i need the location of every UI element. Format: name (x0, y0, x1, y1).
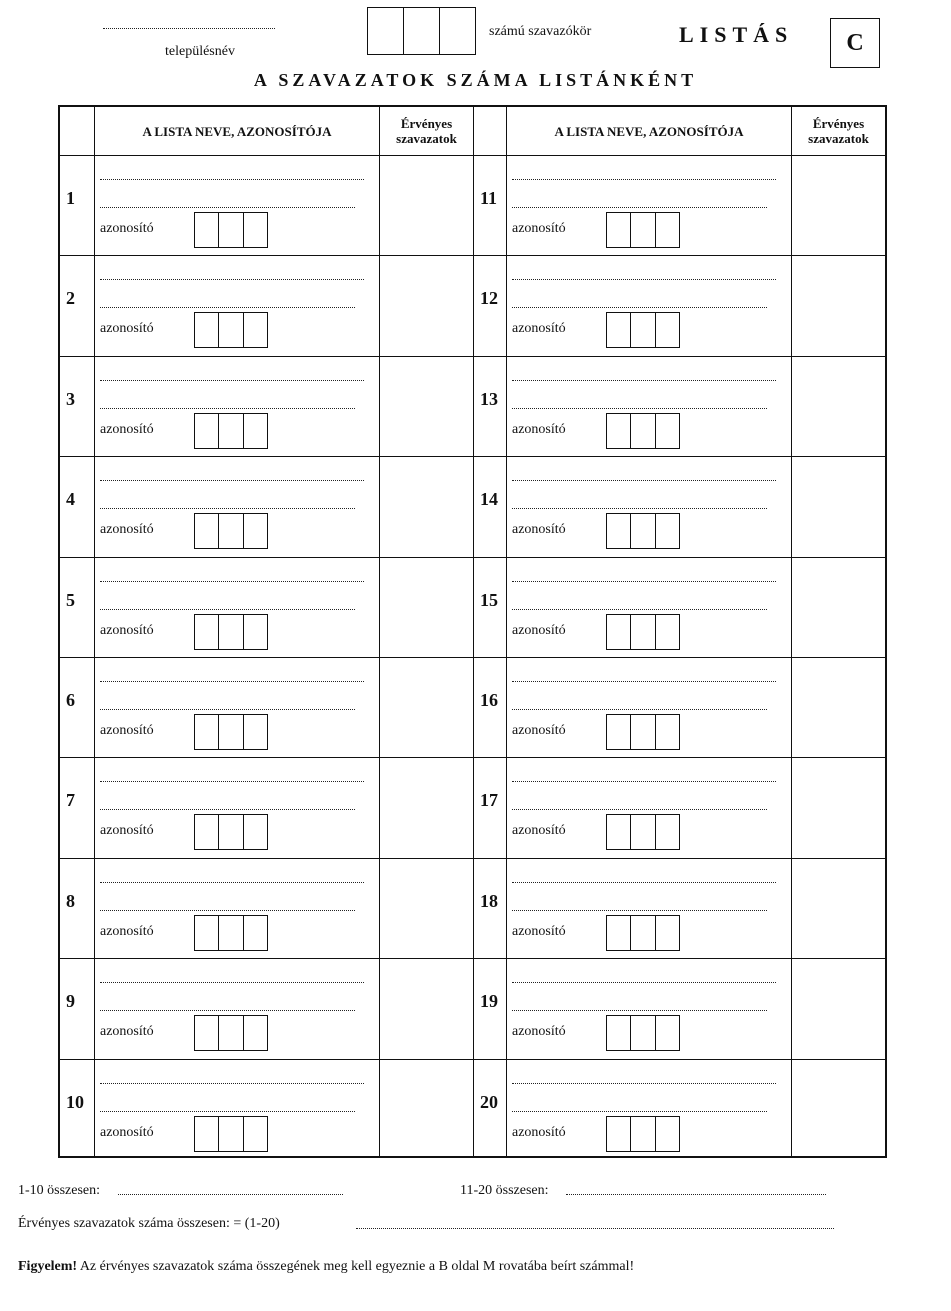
identifier-label-right: azonosító (512, 321, 566, 337)
subtotal-1-10-label: 1-10 összesen: (18, 1183, 101, 1198)
row-divider (60, 1059, 885, 1060)
valid-votes-cell-right[interactable] (792, 659, 884, 755)
identifier-digit-box[interactable] (607, 715, 631, 749)
subtotal-1-10-field[interactable] (118, 1194, 343, 1195)
list-name-line-left[interactable] (100, 781, 364, 782)
identifier-digit-box[interactable] (631, 1117, 655, 1151)
identifier-label-right: azonosító (512, 522, 566, 538)
row-number-left: 3 (66, 388, 75, 409)
identifier-boxes-right[interactable] (606, 1116, 680, 1152)
identifier-boxes-right[interactable] (606, 614, 680, 650)
identifier-digit-box[interactable] (656, 514, 679, 548)
row-number-right: 16 (480, 690, 498, 710)
list-name-line-2-left[interactable] (100, 408, 355, 409)
identifier-digit-box[interactable] (219, 514, 243, 548)
valid-votes-cell-left[interactable] (380, 659, 472, 755)
identifier-digit-box[interactable] (607, 916, 631, 950)
identifier-digit-box[interactable] (244, 514, 267, 548)
row-number-right: 15 (480, 589, 498, 610)
identifier-digit-box[interactable] (607, 514, 631, 548)
identifier-digit-box[interactable] (656, 916, 679, 950)
identifier-digit-box[interactable] (607, 213, 631, 247)
row-divider (60, 456, 885, 457)
list-name-line-2-left[interactable] (100, 609, 355, 610)
identifier-digit-box[interactable] (195, 916, 219, 950)
valid-votes-cell-left[interactable] (380, 458, 472, 554)
list-name-line-2-right[interactable] (512, 1111, 767, 1112)
identifier-boxes-left[interactable] (194, 915, 268, 951)
valid-votes-cell-right[interactable] (792, 157, 884, 253)
identifier-digit-box[interactable] (656, 715, 679, 749)
list-name-line-right[interactable] (512, 982, 776, 983)
identifier-digit-box[interactable] (219, 1117, 243, 1151)
identifier-digit-box[interactable] (219, 715, 243, 749)
list-name-line-2-right[interactable] (512, 609, 767, 610)
identifier-digit-box[interactable] (656, 615, 679, 649)
identifier-boxes-left[interactable] (194, 814, 268, 850)
identifier-digit-box[interactable] (244, 414, 267, 448)
identifier-label-left: azonosító (100, 723, 154, 738)
identifier-digit-box[interactable] (195, 1117, 219, 1151)
identifier-digit-box[interactable] (244, 815, 267, 849)
identifier-digit-box[interactable] (219, 414, 243, 448)
valid-votes-cell-right[interactable] (792, 458, 884, 554)
identifier-digit-box[interactable] (656, 414, 679, 448)
polling-district-number-boxes[interactable] (367, 7, 476, 55)
identifier-digit-box[interactable] (244, 916, 267, 950)
votes-per-list-table (58, 105, 887, 1158)
identifier-digit-box[interactable] (631, 615, 655, 649)
settlement-name-label: településnév (165, 44, 235, 59)
identifier-digit-box[interactable] (195, 1016, 219, 1050)
list-name-line-2-left[interactable] (100, 1111, 355, 1112)
identifier-label-left: azonosító (100, 421, 154, 437)
list-name-line-right[interactable] (512, 1083, 776, 1084)
identifier-label-right: azonosító (512, 622, 566, 638)
subtotal-11-20-field[interactable] (566, 1194, 826, 1195)
identifier-digit-box[interactable] (195, 313, 219, 347)
subtotal-11-20-label: 11-20 összesen: (460, 1183, 549, 1198)
row-number-right: 20 (480, 1091, 498, 1112)
row-number-left: 5 (66, 589, 75, 610)
column-header-valid-line2: szavazatok (396, 131, 457, 146)
column-header-valid-votes-right (792, 107, 885, 155)
district-digit-box[interactable] (368, 8, 404, 54)
list-name-line-left[interactable] (100, 1083, 364, 1084)
district-digit-box[interactable] (440, 8, 475, 54)
identifier-boxes-right[interactable] (606, 814, 680, 850)
row-number-left: 4 (66, 489, 75, 510)
identifier-digit-box[interactable] (244, 313, 267, 347)
identifier-digit-box[interactable] (219, 313, 243, 347)
column-header-valid-line2: szavazatok (808, 131, 869, 146)
identifier-boxes-right[interactable] (606, 413, 680, 449)
valid-votes-cell-right[interactable] (792, 860, 884, 956)
identifier-digit-box[interactable] (607, 313, 631, 347)
column-divider (94, 107, 95, 1156)
identifier-boxes-right[interactable] (606, 1015, 680, 1051)
list-name-line-2-left[interactable] (100, 1010, 355, 1011)
identifier-digit-box[interactable] (631, 514, 655, 548)
identifier-label-right: azonosító (512, 221, 566, 236)
identifier-digit-box[interactable] (631, 213, 655, 247)
list-name-line-right[interactable] (512, 581, 776, 582)
warning-note-text: Az érvényes szavazatok száma összegének meg kell egyeznie a B oldal M rovatába beírt számmal! (77, 1259, 635, 1274)
column-header-valid-votes-left (380, 107, 473, 155)
valid-votes-cell-left[interactable] (380, 1061, 472, 1157)
row-number-left: 9 (66, 991, 75, 1012)
list-name-line-left[interactable] (100, 179, 364, 180)
identifier-digit-box[interactable] (656, 815, 679, 849)
row-number-left: 8 (66, 890, 75, 911)
page-title: A SZAVAZATOK SZÁMA LISTÁNKÉNT (253, 70, 698, 90)
valid-votes-cell-left[interactable] (380, 759, 472, 855)
identifier-boxes-left[interactable] (194, 714, 268, 750)
column-header-valid-line1: Érvényes (812, 116, 865, 131)
identifier-digit-box[interactable] (195, 414, 219, 448)
list-name-line-left[interactable] (100, 982, 364, 983)
total-valid-votes-field[interactable] (356, 1228, 834, 1229)
identifier-digit-box[interactable] (244, 615, 267, 649)
identifier-boxes-left[interactable] (194, 614, 268, 650)
identifier-digit-box[interactable] (656, 213, 679, 247)
identifier-label-left: azonosító (100, 321, 154, 337)
identifier-digit-box[interactable] (607, 815, 631, 849)
identifier-boxes-right[interactable] (606, 312, 680, 348)
identifier-digit-box[interactable] (631, 313, 655, 347)
settlement-name-field[interactable] (103, 28, 275, 29)
list-name-line-right[interactable] (512, 781, 776, 782)
row-number-right: 11 (480, 188, 498, 208)
identifier-boxes-left[interactable] (194, 413, 268, 449)
identifier-label-left: azonosító (100, 221, 154, 236)
column-divider (473, 107, 474, 1156)
valid-votes-cell-right[interactable] (792, 559, 884, 655)
valid-votes-cell-left[interactable] (380, 960, 472, 1056)
identifier-digit-box[interactable] (607, 615, 631, 649)
identifier-boxes-left[interactable] (194, 212, 268, 248)
list-name-line-2-right[interactable] (512, 1010, 767, 1011)
list-name-line-right[interactable] (512, 480, 776, 481)
form-type-title: LISTÁS (679, 22, 794, 47)
list-name-line-2-right[interactable] (512, 408, 767, 409)
row-divider (60, 657, 885, 658)
row-divider (60, 858, 885, 859)
identifier-digit-box[interactable] (195, 715, 219, 749)
valid-votes-cell-left[interactable] (380, 860, 472, 956)
identifier-label-right: azonosító (512, 1124, 566, 1140)
valid-votes-cell-right[interactable] (792, 960, 884, 1056)
warning-note-bold: Figyelem! (18, 1259, 78, 1274)
valid-votes-cell-right[interactable] (792, 358, 884, 454)
list-name-line-2-left[interactable] (100, 508, 355, 509)
list-name-line-left[interactable] (100, 380, 364, 381)
identifier-digit-box[interactable] (607, 1016, 631, 1050)
row-divider (60, 958, 885, 959)
identifier-digit-box[interactable] (631, 1016, 655, 1050)
list-name-line-2-left[interactable] (100, 709, 355, 710)
valid-votes-cell-left[interactable] (380, 157, 472, 253)
valid-votes-cell-left[interactable] (380, 358, 472, 454)
identifier-boxes-right[interactable] (606, 915, 680, 951)
list-name-line-2-left[interactable] (100, 307, 355, 308)
row-divider (60, 255, 885, 256)
list-name-line-2-right[interactable] (512, 809, 767, 810)
identifier-label-left: azonosító (100, 923, 154, 939)
row-number-right: 14 (480, 489, 498, 510)
list-name-line-right[interactable] (512, 179, 776, 180)
identifier-boxes-right[interactable] (606, 513, 680, 549)
identifier-digit-box[interactable] (219, 916, 243, 950)
identifier-digit-box[interactable] (195, 815, 219, 849)
list-name-line-2-left[interactable] (100, 910, 355, 911)
identifier-boxes-left[interactable] (194, 1116, 268, 1152)
identifier-digit-box[interactable] (195, 615, 219, 649)
list-name-line-left[interactable] (100, 681, 364, 682)
identifier-digit-box[interactable] (244, 1016, 267, 1050)
identifier-digit-box[interactable] (219, 213, 243, 247)
list-name-line-2-left[interactable] (100, 809, 355, 810)
identifier-digit-box[interactable] (219, 615, 243, 649)
identifier-label-left: azonosító (100, 823, 154, 839)
valid-votes-cell-right[interactable] (792, 257, 884, 353)
row-number-right: 18 (480, 890, 498, 911)
list-name-line-2-right[interactable] (512, 709, 767, 710)
row-number-left: 2 (66, 288, 75, 309)
list-name-line-right[interactable] (512, 882, 776, 883)
identifier-digit-box[interactable] (244, 1117, 267, 1151)
list-name-line-2-right[interactable] (512, 207, 767, 208)
total-valid-votes-label: Érvényes szavazatok száma összesen: = (1-20) (18, 1216, 280, 1231)
column-header-valid-line1: Érvényes (400, 116, 453, 131)
identifier-digit-box[interactable] (607, 1117, 631, 1151)
list-name-line-2-right[interactable] (512, 910, 767, 911)
identifier-label-right: azonosító (512, 421, 566, 437)
identifier-digit-box[interactable] (631, 715, 655, 749)
column-header-list-name-right: A LISTA NEVE, AZONOSÍTÓJA (554, 123, 744, 139)
identifier-boxes-left[interactable] (194, 513, 268, 549)
identifier-label-left: azonosító (100, 522, 154, 538)
column-header-list-name-left: A LISTA NEVE, AZONOSÍTÓJA (142, 123, 332, 139)
column-divider (506, 107, 507, 1156)
district-digit-box[interactable] (404, 8, 440, 54)
list-name-line-right[interactable] (512, 380, 776, 381)
identifier-boxes-right[interactable] (606, 714, 680, 750)
identifier-digit-box[interactable] (219, 1016, 243, 1050)
identifier-digit-box[interactable] (656, 1016, 679, 1050)
row-number-right: 19 (480, 991, 498, 1012)
identifier-digit-box[interactable] (656, 1117, 679, 1151)
row-divider (60, 557, 885, 558)
row-divider (60, 757, 885, 758)
list-name-line-left[interactable] (100, 480, 364, 481)
identifier-boxes-left[interactable] (194, 312, 268, 348)
valid-votes-cell-left[interactable] (380, 257, 472, 353)
identifier-boxes-right[interactable] (606, 212, 680, 248)
warning-note (18, 1259, 634, 1275)
identifier-digit-box[interactable] (244, 213, 267, 247)
identifier-label-left: azonosító (100, 622, 154, 638)
valid-votes-cell-right[interactable] (792, 1061, 884, 1157)
row-number-right: 17 (480, 790, 498, 811)
identifier-label-right: azonosító (512, 1024, 566, 1040)
identifier-label-right: azonosító (512, 823, 566, 839)
identifier-digit-box[interactable] (631, 916, 655, 950)
row-number-left: 10 (66, 1091, 84, 1112)
row-divider (60, 155, 885, 156)
row-number-left: 7 (66, 790, 75, 811)
identifier-label-left: azonosító (100, 1124, 154, 1140)
identifier-digit-box[interactable] (195, 213, 219, 247)
identifier-digit-box[interactable] (631, 815, 655, 849)
list-name-line-left[interactable] (100, 279, 364, 280)
row-number-left: 6 (66, 690, 75, 710)
row-divider (60, 356, 885, 357)
row-number-left: 1 (66, 188, 75, 208)
identifier-digit-box[interactable] (656, 313, 679, 347)
identifier-boxes-left[interactable] (194, 1015, 268, 1051)
list-name-line-right[interactable] (512, 279, 776, 280)
identifier-label-right: azonosító (512, 723, 566, 738)
valid-votes-cell-left[interactable] (380, 559, 472, 655)
list-name-line-2-right[interactable] (512, 307, 767, 308)
list-name-line-left[interactable] (100, 882, 364, 883)
row-number-right: 13 (480, 388, 498, 409)
list-name-line-right[interactable] (512, 681, 776, 682)
polling-district-label: számú szavazókör (489, 24, 592, 39)
identifier-digit-box[interactable] (631, 414, 655, 448)
list-name-line-2-right[interactable] (512, 508, 767, 509)
row-number-right: 12 (480, 288, 498, 309)
identifier-digit-box[interactable] (244, 715, 267, 749)
list-name-line-2-left[interactable] (100, 207, 355, 208)
side-letter-box: C (830, 18, 880, 68)
valid-votes-cell-right[interactable] (792, 759, 884, 855)
identifier-digit-box[interactable] (607, 414, 631, 448)
identifier-label-left: azonosító (100, 1024, 154, 1040)
list-name-line-left[interactable] (100, 581, 364, 582)
identifier-digit-box[interactable] (219, 815, 243, 849)
identifier-label-right: azonosító (512, 923, 566, 939)
identifier-digit-box[interactable] (195, 514, 219, 548)
